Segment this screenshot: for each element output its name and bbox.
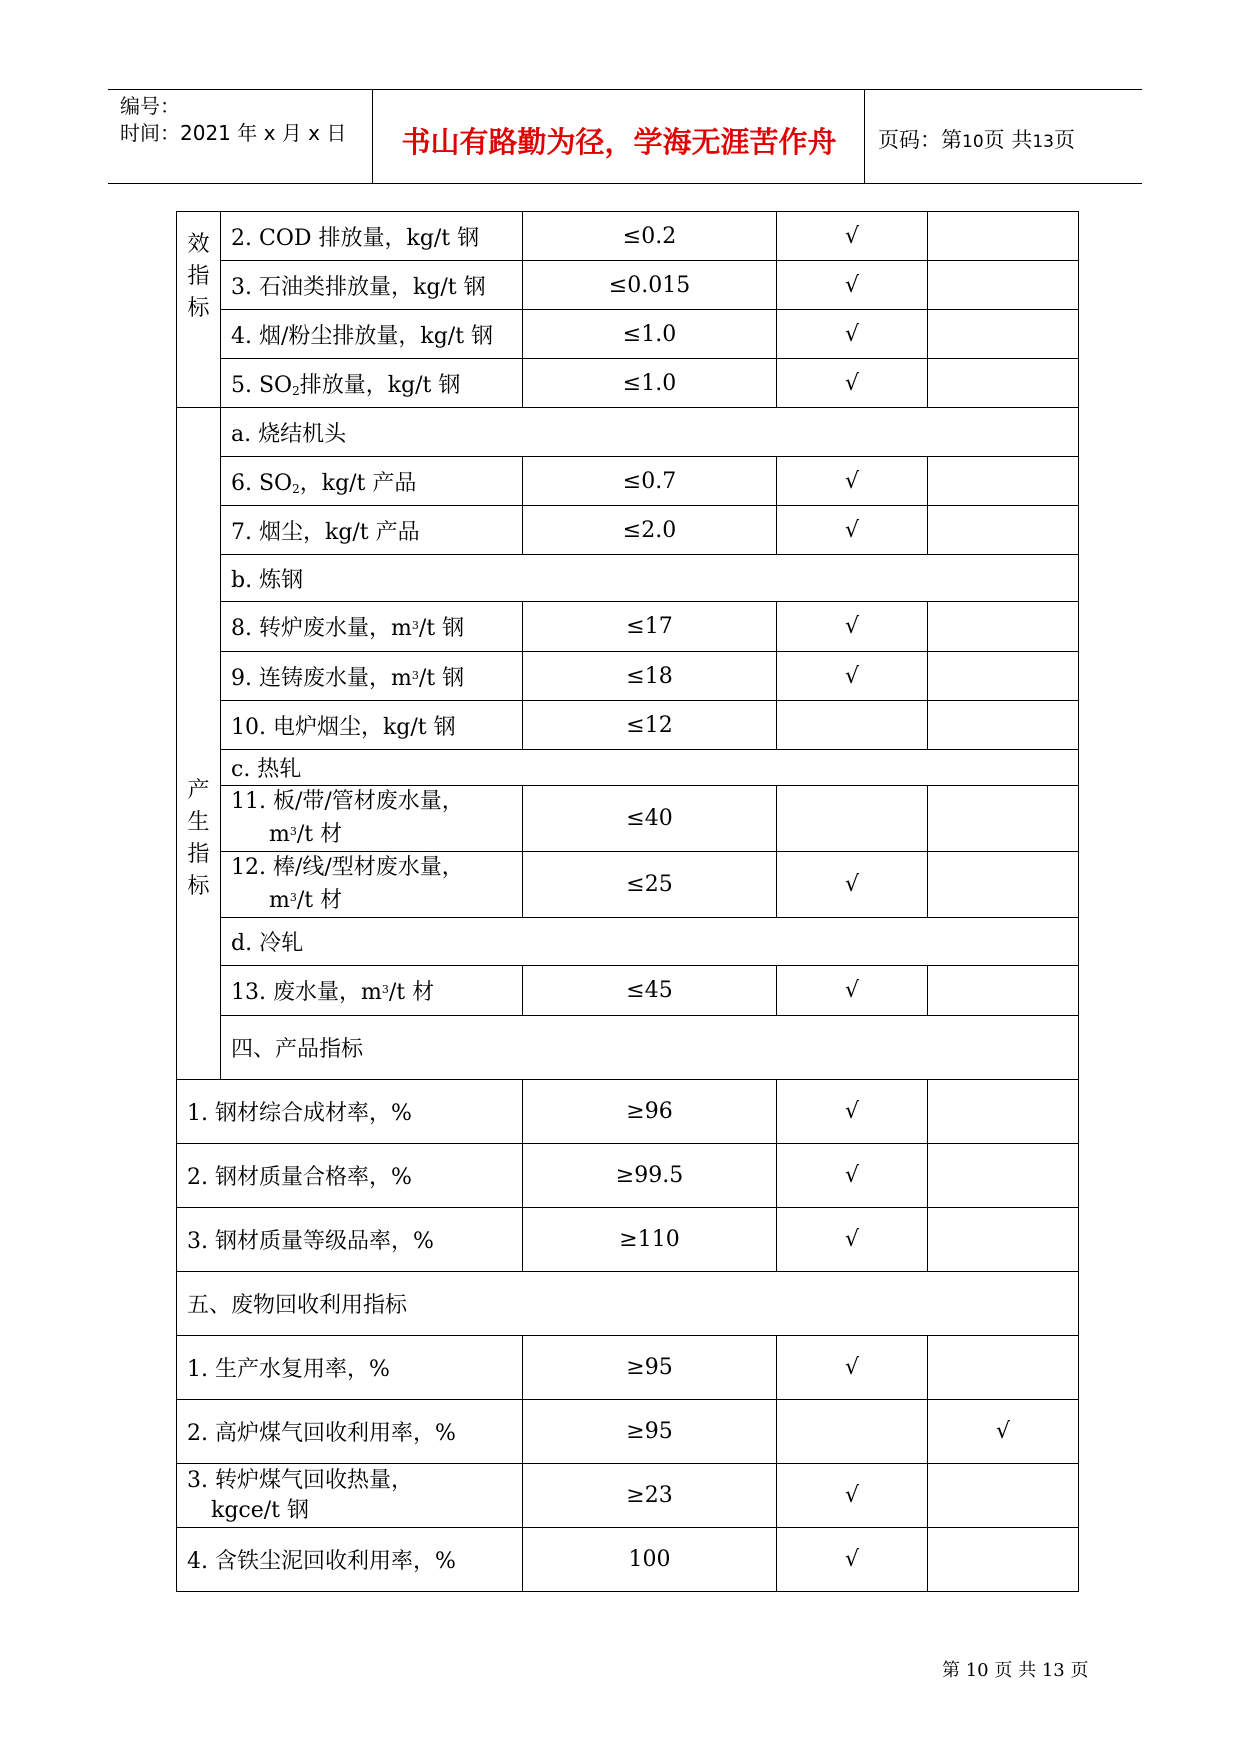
page-total: 13: [1032, 132, 1054, 152]
check-mark: [928, 1208, 1079, 1272]
indicator-label: 2. 高炉煤气回收利用率，%: [177, 1400, 523, 1464]
check-mark: [777, 701, 928, 750]
subheading-cold-rolling: d. 冷轧: [221, 918, 1079, 966]
indicator-table: [176, 211, 1079, 1592]
table-row: [177, 966, 1079, 1016]
indicator-label: 8. 转炉废水量，$m^3/t$ 钢: [221, 602, 523, 652]
indicator-value: ≤0.015: [523, 261, 777, 310]
category-effect-tail: 效 指 标: [177, 212, 221, 408]
indicator-label: 3. 转炉煤气回收热量， kgce/t 钢: [177, 1464, 523, 1528]
indicator-value: ≤25: [523, 852, 777, 918]
indicator-value: ≥95: [523, 1400, 777, 1464]
page-prefix: 页码：第: [878, 128, 962, 152]
table-row: [177, 918, 1079, 966]
header-top-rule: [108, 89, 1142, 90]
table-row: [177, 1464, 1079, 1528]
indicator-label: 3. 石油类排放量，kg/t 钢: [221, 261, 523, 310]
check-mark: [928, 310, 1079, 359]
indicator-label: 2. COD 排放量，kg/t 钢: [221, 212, 523, 261]
header-bottom-rule: [108, 183, 1142, 184]
check-mark: [928, 1336, 1079, 1400]
check-mark: √: [777, 1336, 928, 1400]
check-mark: [777, 786, 928, 852]
check-mark: √: [777, 852, 928, 918]
table-row: [177, 786, 1079, 852]
header-meta: [120, 93, 346, 147]
page-suffix: 页: [1053, 128, 1075, 152]
indicator-value: ≤45: [523, 966, 777, 1016]
indicator-value: ≥110: [523, 1208, 777, 1272]
check-mark: √: [777, 212, 928, 261]
check-mark: √: [777, 1080, 928, 1144]
category-generation: 产 生 指 标: [177, 408, 221, 1080]
section-title-product: 四、产品指标: [221, 1016, 1079, 1080]
table-row: [177, 750, 1079, 786]
indicator-value: ≥23: [523, 1464, 777, 1528]
indicator-label: 12. 棒/线/型材废水量， $m^3/t$ 材: [221, 852, 523, 918]
subheading-sintering: a. 烧结机头: [221, 408, 1079, 457]
table-row: [177, 1528, 1079, 1592]
indicator-label: 1. 生产水复用率，%: [177, 1336, 523, 1400]
page-number: 10: [962, 132, 984, 152]
indicator-label: 6. $SO_2$，kg/t 产品: [221, 457, 523, 506]
check-mark: √: [777, 1464, 928, 1528]
table-row: [177, 852, 1079, 918]
check-mark: [928, 852, 1079, 918]
indicator-value: ≥99.5: [523, 1144, 777, 1208]
check-mark: √: [777, 457, 928, 506]
indicator-value: ≤1.0: [523, 310, 777, 359]
indicator-value: ≥96: [523, 1080, 777, 1144]
doc-date: 时间：2021 年 x 月 x 日: [120, 121, 347, 145]
check-mark: [928, 602, 1079, 652]
table-row: [177, 1336, 1079, 1400]
table-row: [177, 457, 1079, 506]
header-page-info: [878, 124, 1075, 154]
indicator-value: ≤18: [523, 652, 777, 701]
indicator-label: 5. $SO_2$排放量，kg/t 钢: [221, 359, 523, 408]
indicator-label: 2. 钢材质量合格率，%: [177, 1144, 523, 1208]
indicator-label: 9. 连铸废水量，$m^3/t$ 钢: [221, 652, 523, 701]
check-mark: √: [777, 1528, 928, 1592]
check-mark: [928, 1144, 1079, 1208]
indicator-value: ≥95: [523, 1336, 777, 1400]
indicator-label: 3. 钢材质量等级品率，%: [177, 1208, 523, 1272]
indicator-label: 4. 含铁尘泥回收利用率，%: [177, 1528, 523, 1592]
indicator-label: 11. 板/带/管材废水量， $m^3/t$ 材: [221, 786, 523, 852]
table-row: [177, 506, 1079, 555]
table-row: [177, 408, 1079, 457]
check-mark: [928, 212, 1079, 261]
indicator-value: ≤12: [523, 701, 777, 750]
indicator-value: ≤0.7: [523, 457, 777, 506]
section-title-waste-recycling: 五、废物回收利用指标: [177, 1272, 1079, 1336]
indicator-label: 7. 烟尘，kg/t 产品: [221, 506, 523, 555]
indicator-label: 10. 电炉烟尘，kg/t 钢: [221, 701, 523, 750]
table-row: [177, 602, 1079, 652]
check-mark: √: [777, 966, 928, 1016]
page-mid: 页 共: [983, 128, 1033, 152]
indicator-value: ≤0.2: [523, 212, 777, 261]
check-mark: [928, 1080, 1079, 1144]
check-mark: √: [777, 1144, 928, 1208]
check-mark: [928, 1528, 1079, 1592]
check-mark: [928, 261, 1079, 310]
check-mark: √: [777, 652, 928, 701]
indicator-label: 4. 烟/粉尘排放量，kg/t 钢: [221, 310, 523, 359]
table-row: [177, 652, 1079, 701]
check-mark: √: [777, 261, 928, 310]
check-mark: [928, 701, 1079, 750]
table-row: [177, 212, 1079, 261]
check-mark: [928, 652, 1079, 701]
check-mark: √: [928, 1400, 1079, 1464]
check-mark: [928, 786, 1079, 852]
check-mark: √: [777, 310, 928, 359]
check-mark: √: [777, 602, 928, 652]
doc-number-label: 编号：: [120, 94, 180, 118]
subheading-steelmaking: b. 炼钢: [221, 555, 1079, 602]
check-mark: [928, 457, 1079, 506]
table-row: [177, 701, 1079, 750]
table-row: [177, 1144, 1079, 1208]
check-mark: [928, 966, 1079, 1016]
subheading-hot-rolling: c. 热轧: [221, 750, 1079, 786]
table-row: [177, 1208, 1079, 1272]
indicator-label: 1. 钢材综合成材率，%: [177, 1080, 523, 1144]
table-row: [177, 1400, 1079, 1464]
table-row: [177, 310, 1079, 359]
page-footer: 第 10 页 共 13 页: [942, 1660, 1089, 1681]
indicator-value: ≤2.0: [523, 506, 777, 555]
indicator-label: 13. 废水量，$m^3/t$ 材: [221, 966, 523, 1016]
table-row: [177, 555, 1079, 602]
indicator-value: ≤17: [523, 602, 777, 652]
indicator-value: ≤1.0: [523, 359, 777, 408]
indicator-value: 100: [523, 1528, 777, 1592]
check-mark: √: [777, 1208, 928, 1272]
check-mark: √: [777, 506, 928, 555]
check-mark: [928, 506, 1079, 555]
check-mark: [777, 1400, 928, 1464]
check-mark: √: [777, 359, 928, 408]
table-row: [177, 1080, 1079, 1144]
indicator-value: ≤40: [523, 786, 777, 852]
table-row: [177, 261, 1079, 310]
table-row: [177, 359, 1079, 408]
header-motto: 书山有路勤为径，学海无涯苦作舟: [401, 125, 837, 159]
check-mark: [928, 1464, 1079, 1528]
table-row: [177, 1016, 1079, 1080]
table-row: [177, 1272, 1079, 1336]
check-mark: [928, 359, 1079, 408]
